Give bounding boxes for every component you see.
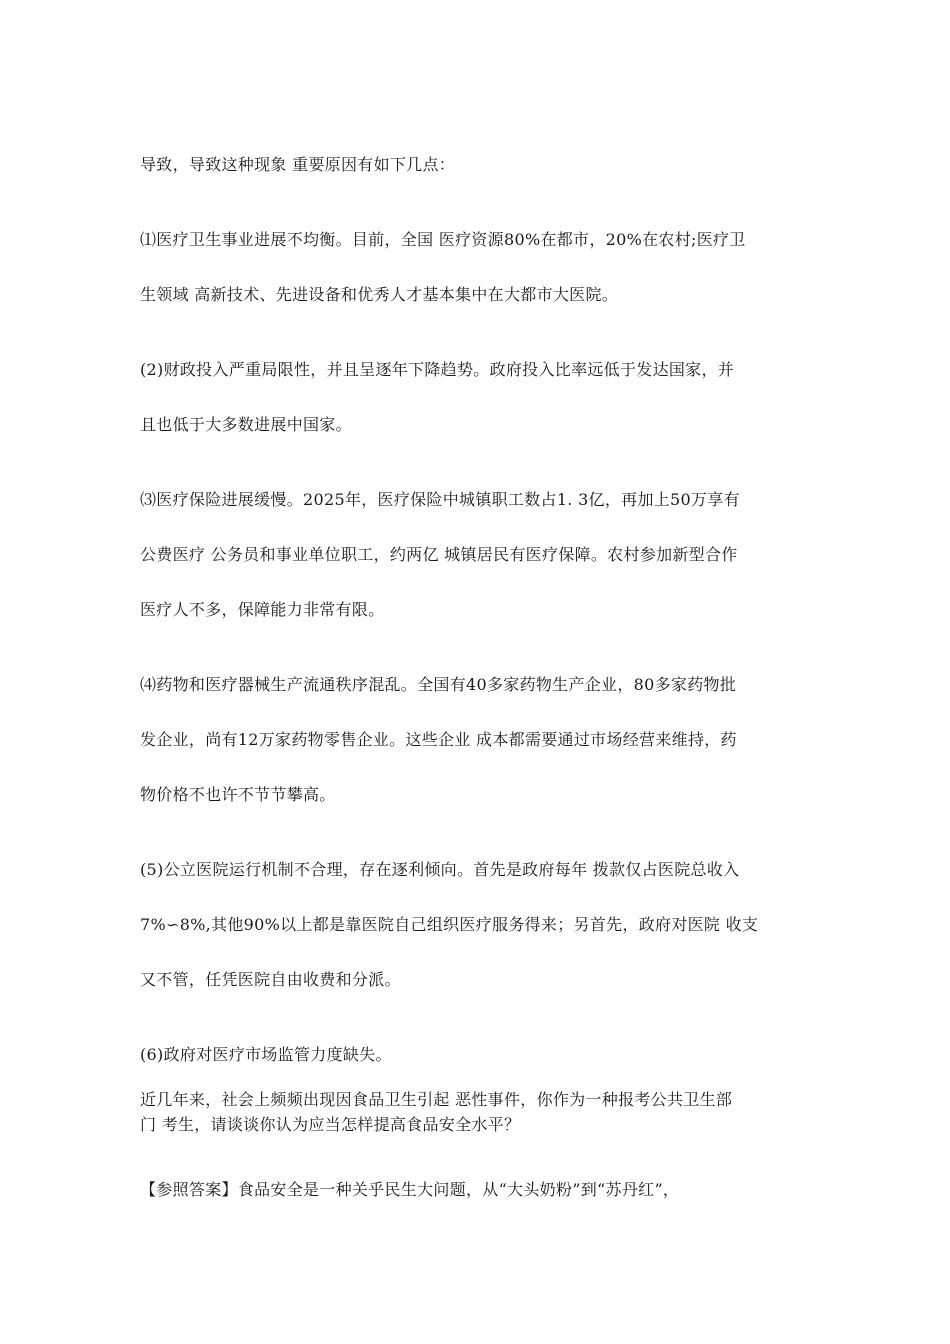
text-line: (6)政府对医疗市场监管力度缺失。 (140, 1045, 392, 1064)
text-line: 导致，导致这种现象 重要原因有如下几点： (140, 155, 456, 174)
text-line: 门 考生，请谈谈你认为应当怎样提高食品安全水平？ (140, 1115, 521, 1134)
text-line: 7%∽8%,其他90%以上都是靠医院自己组织医疗服务得来；另首先，政府对医院 收支 (140, 915, 759, 934)
text-line: 且也低于大多数进展中国家。 (140, 415, 352, 434)
text-line: 公费医疗 公务员和事业单位职工，约两亿 城镇居民有医疗保障。农村参加新型合作 (140, 545, 738, 564)
text-line: 又不管，任凭医院自由收费和分派。 (140, 970, 401, 989)
text-line: 【参照答案】食品安全是一种关乎民生大问题，从“大头奶粉”到“苏丹红”， (140, 1180, 680, 1199)
text-line: ⑶医疗保险进展缓慢。2025年，医疗保险中城镇职工数占1. 3亿，再加上50万享有 (140, 490, 740, 509)
text-line: 医疗人不多，保障能力非常有限。 (140, 600, 385, 619)
text-line: (5)公立医院运行机制不合理，存在逐利倾向。首先是政府每年 拨款仅占医院总收入 (140, 860, 740, 879)
text-line: ⑴医疗卫生事业进展不均衡。目前，全国 医疗资源80%在都市，20%在农村;医疗卫 (140, 230, 746, 249)
text-line: (2)财政投入严重局限性，并且呈逐年下降趋势。政府投入比率远低于发达国家，并 (140, 360, 735, 379)
text-line: 近几年来，社会上频频出现因食品卫生引起 恶性事件，你作为一种报考公共卫生部 (140, 1090, 733, 1109)
text-line: ⑷药物和医疗器械生产流通秩序混乱。全国有40多家药物生产企业，80多家药物批 (140, 675, 737, 694)
text-line: 物价格不也许不节节攀高。 (140, 785, 336, 804)
text-line: 生领域 高新技术、先进设备和优秀人才基本集中在大都市大医院。 (140, 285, 619, 304)
text-line: 发企业，尚有12万家药物零售企业。这些企业 成本都需要通过市场经营来维持，药 (140, 730, 737, 749)
